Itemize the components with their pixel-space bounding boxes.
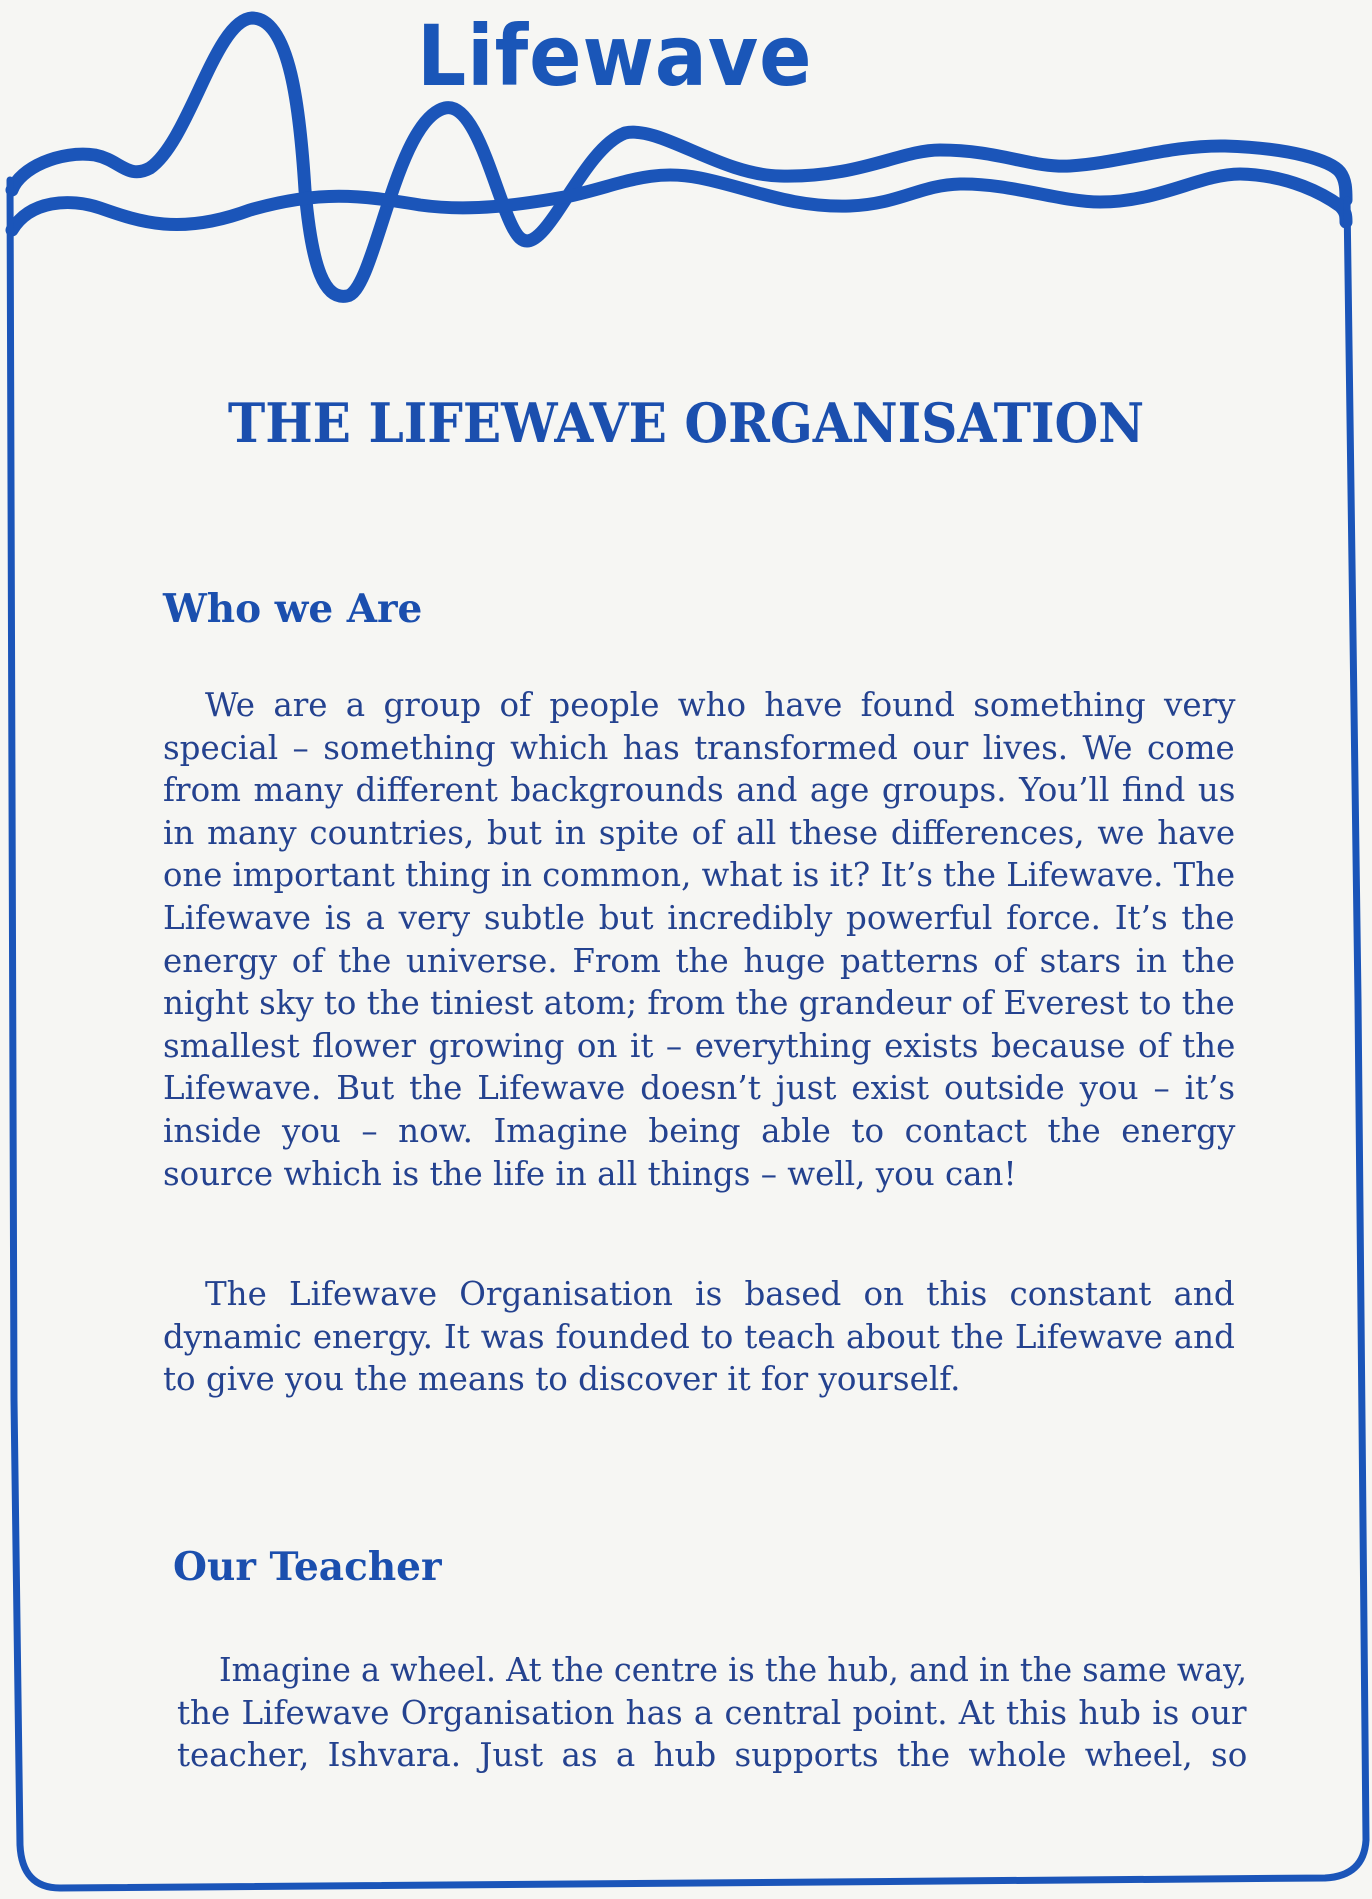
section-who-we-are-paragraph-1 bbox=[163, 684, 1235, 1195]
text-line: Lifewave. But the Lifewave doesn’t just exist outside you – it’s bbox=[163, 1069, 1236, 1108]
page-title: THE LIFEWAVE ORGANISATION bbox=[227, 391, 1145, 455]
text-line: energy of the universe. From the huge patterns of stars in the bbox=[163, 941, 1235, 980]
text-line: in many countries, but in spite of all these differences, we have bbox=[163, 813, 1236, 852]
text-line: night sky to the tiniest atom; from the grandeur of Everest to the bbox=[163, 984, 1235, 1023]
text-line: the Lifewave Organisation has a central point. At this hub is our bbox=[177, 1693, 1247, 1732]
text-line: special – something which has transformed our lives. We come bbox=[163, 728, 1235, 767]
text-line: The Lifewave Organisation is based on this constant and bbox=[205, 1275, 1235, 1313]
section-our-teacher-paragraph-1 bbox=[177, 1649, 1247, 1777]
text-line: Lifewave is a very subtle but incredibly powerful force. It’s the bbox=[163, 898, 1235, 937]
section-heading-our-teacher: Our Teacher bbox=[173, 1544, 442, 1590]
section-heading-who-we-are: Who we Are bbox=[163, 586, 423, 632]
text-line: inside you – now. Imagine being able to contact the energy bbox=[163, 1111, 1236, 1150]
text-line: from many different backgrounds and age groups. You’ll find us bbox=[163, 771, 1236, 810]
text-line: to give you the means to discover it for yourself. bbox=[163, 1360, 961, 1399]
text-line: smallest flower growing on it – everything exists because of the bbox=[163, 1026, 1236, 1065]
text-line: teacher, Ishvara. Just as a hub supports the whole wheel, so bbox=[177, 1736, 1248, 1775]
text-line: We are a group of people who have found something very bbox=[205, 686, 1236, 724]
lifewave-logo: Lifewave bbox=[417, 7, 813, 105]
text-line: Imagine a wheel. At the centre is the hub, and in the same way, bbox=[219, 1651, 1248, 1689]
lower-wave-line bbox=[12, 174, 1346, 230]
text-line: one important thing in common, what is it? It’s the Lifewave. The bbox=[163, 856, 1236, 895]
section-who-we-are-paragraph-2 bbox=[163, 1273, 1235, 1401]
text-line: source which is the life in all things – well, you can! bbox=[163, 1154, 1017, 1193]
text-line: dynamic energy. It was founded to teach about the Lifewave and bbox=[163, 1317, 1235, 1356]
